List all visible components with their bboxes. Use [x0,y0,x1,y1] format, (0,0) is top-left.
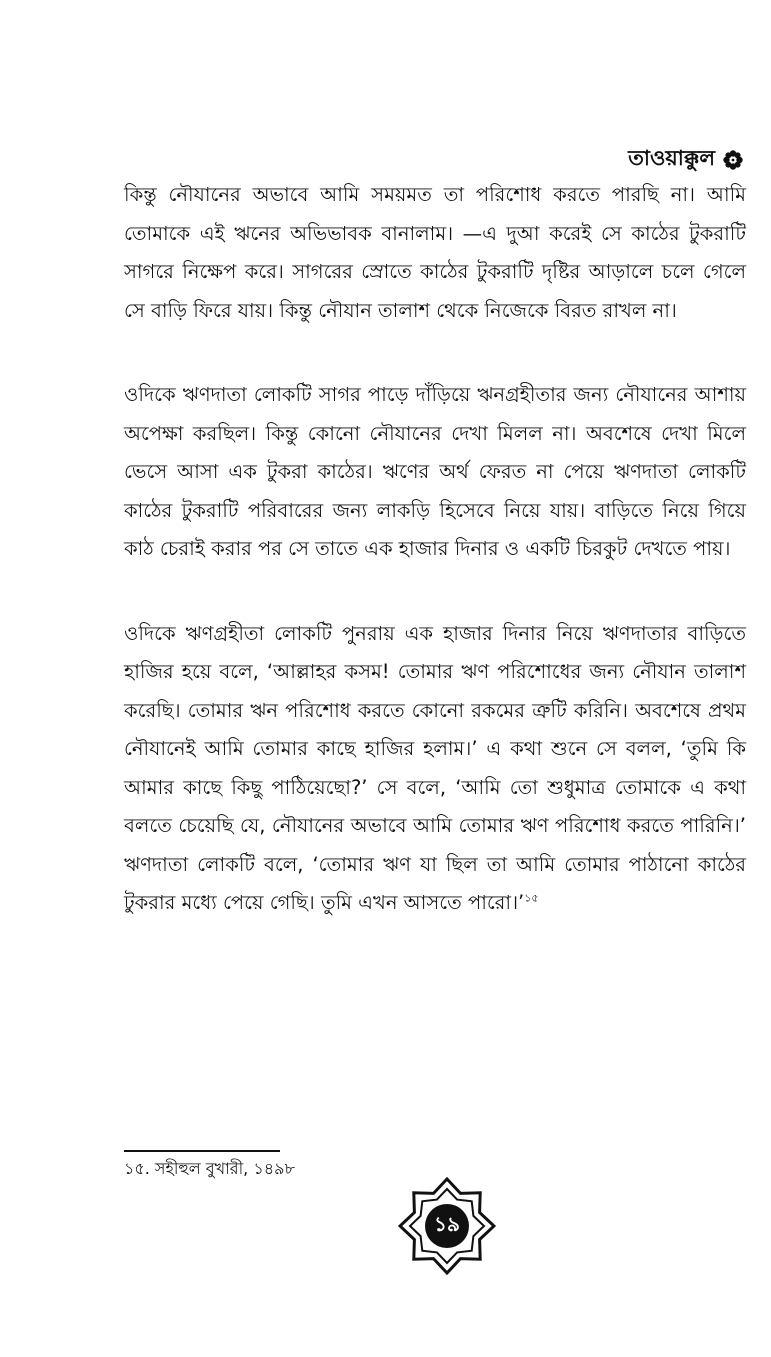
flower-icon [723,150,743,170]
paragraph-2: ওদিকে ঋণদাতা লোকটি সাগর পাড়ে দাঁড়িয়ে ঋনগ্রহীতার জন্য নৌযানের আশায় অপেক্ষা করছিল। কিন্তু কোনো নৌযানের দেখা মিলল না। অবশেষে দেখা মিলে ভেসে আসা এক টুকরা কাঠের। ঋণের অর্থ ফেরত না পেয়ে ঋণদাতা লোকটি কাঠের টুকরাটি পরিবারের জন্য লাকড়ি হিসেবে নিয়ে যায়। বাড়িতে নিয়ে গিয়ে কাঠ চেরাই করার পর সে তাতে এক হাজার দিনার ও একটি চিরকুট দেখতে পায়। [124,383,746,560]
running-title: তাওয়াক্কুল [628,146,715,170]
page-number: ১৯ [434,1211,460,1236]
running-header [628,142,743,177]
footnote-reference[interactable]: ১৫ [524,891,539,905]
paragraph-3 [124,615,746,923]
paragraph-1: কিন্তু নৌযানের অভাবে আমি সময়মত তা পরিশোধ করতে পারছি না। আমি তোমাকে এই ঋনের অভিভাবক বানালাম। —এ দুআ করেই সে কাঠের টুকরাটি সাগরে নিক্ষেপ করে। সাগরের স্রোতে কাঠের টুকরাটি দৃষ্টির আড়ালে চলে গেলে সে বাড়ি ফিরে যায়। কিন্তু নৌযান তালাশ থেকে নিজেকে বিরত রাখল না। [124,183,746,322]
paragraph-3-text: ওদিকে ঋণগ্রহীতা লোকটি পুনরায় এক হাজার দিনার নিয়ে ঋণদাতার বাড়িতে হাজির হয়ে বলে, ‘আল্লাহর কসম! তোমার ঋণ পরিশোধের জন্য নৌযান তালাশ করেছি। তোমার ঋন পরিশোধ করতে কোনো রকমের ত্রুটি করিনি। অবশেষে প্রথম নৌযানেই আমি তোমার কাছে হাজির হলাম।’ এ কথা শুনে সে বলল, ‘তুমি কি আমার কাছে কিছু পাঠিয়েছো?’ সে বলে, ‘আমি তো শুধুমাত্র তোমাকে এ কথা বলতে চেয়েছি যে, নৌযানের অভাবে আমি তোমার ঋণ পরিশোধ করতে পারিনি।’ ঋণদাতা লোকটি বলে, ‘তোমার ঋণ যা ছিল তা আমি তোমার পাঠানো কাঠের টুকরার মধ্যে পেয়ে গেছি। তুমি এখন আসতে পারো।’ [124,621,746,914]
body-text [124,176,746,969]
footnote: ১৫. সহীহুল বুখারী, ১৪৯৮ [124,1159,295,1178]
footnote-divider [124,1150,280,1152]
